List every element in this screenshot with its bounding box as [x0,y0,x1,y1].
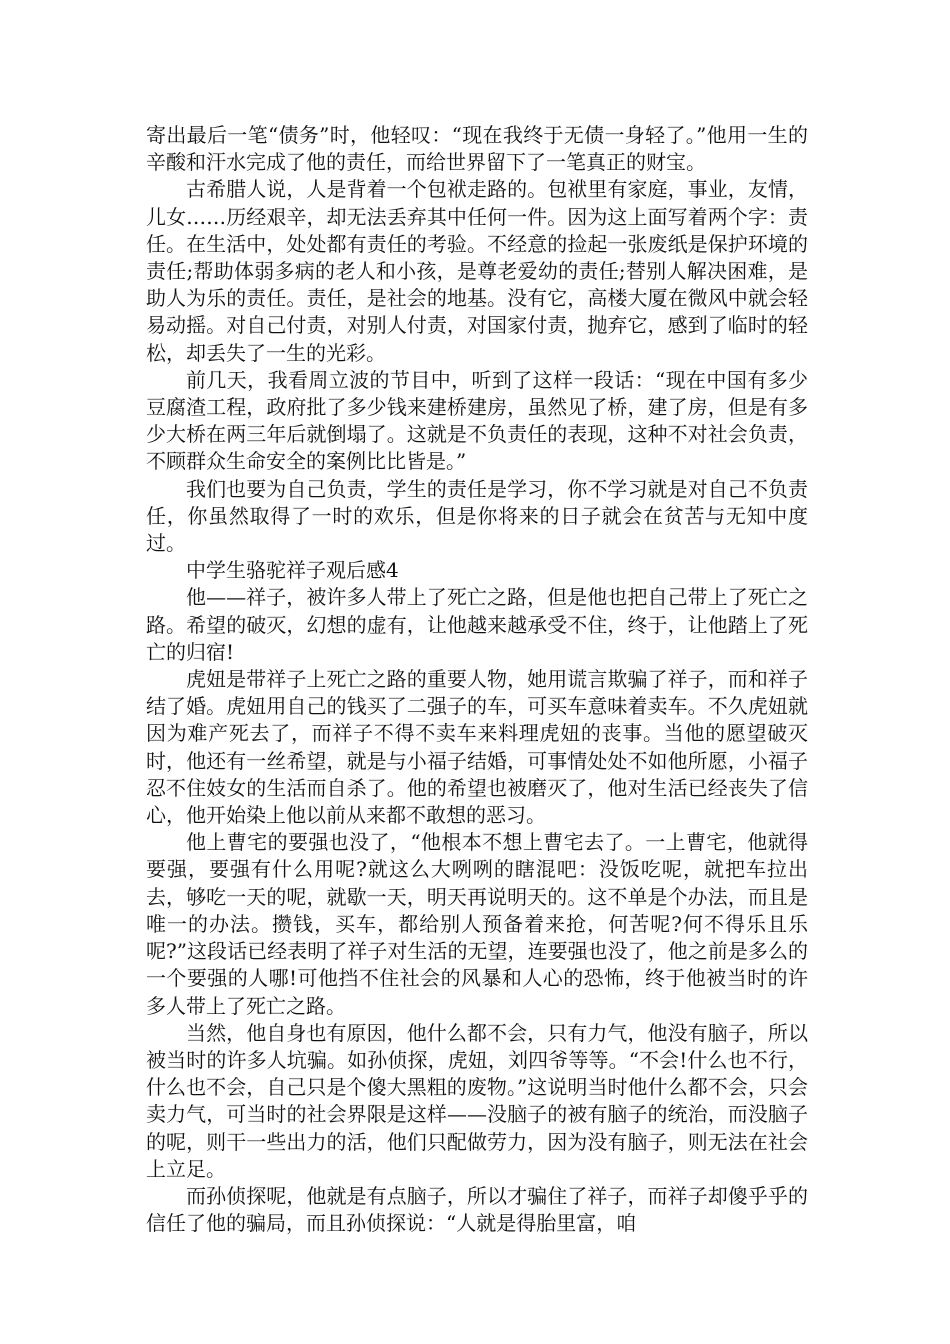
section-heading: 中学生骆驼祥子观后感4 [186,558,399,583]
paragraph: 寄出最后一笔“债务”时，他轻叹：“现在我终于无债一身轻了。”他用一生的辛酸和汗水完成了他的责任，而给世界留下了一笔真正的财宝。 [146,123,808,175]
paragraph: 古希腊人说，人是背着一个包袱走路的。包袱里有家庭，事业，友情，儿女……历经艰辛，却无法丢弃其中任何一件。因为这上面写着两个字：责任。在生活中，处处都有责任的考验。不经意的捡起一张废纸是保护环境的责任;帮助体弱多病的老人和小孩，是尊老爱幼的责任;替别人解决困难，是助人为乐的责任。责任，是社会的地基。没有它，高楼大厦在微风中就会轻易动摇。对自己付责，对别人付责，对国家付责，抛弃它，感到了临时的轻松，却丢失了一生的光彩。 [146,177,808,365]
document-page [146,122,808,1237]
paragraph: 而孙侦探呢，他就是有点脑子，所以才骗住了祥子，而祥子却傻乎乎的信任了他的骗局，而且孙侦探说：“人就是得胎里富，咱 [146,1183,808,1236]
paragraph: 我们也要为自己负责，学生的责任是学习，你不学习就是对自己不负责任，你虽然取得了一时的欢乐，但是你将来的日子就会在贫苦与无知中度过。 [146,476,808,556]
paragraph: 前几天，我看周立波的节目中，听到了这样一段话：“现在中国有多少豆腐渣工程，政府批了多少钱来建桥建房，虽然见了桥，建了房，但是有多少大桥在两三年后就倒塌了。这就是不负责任的表现，这种不对社会负责，不顾群众生命安全的案例比比皆是。” [146,367,808,474]
paragraph: 当然，他自身也有原因，他什么都不会，只有力气，他没有脑子，所以被当时的许多人坑骗。如孙侦探，虎妞，刘四爷等等。“不会!什么也不行，什么也不会，自己只是个傻大黑粗的废物。”这说明当时他什么都不会，只会卖力气，可当时的社会界限是这样——没脑子的被有脑子的统治，而没脑子的呢，则干一些出力的活，他们只配做劳力，因为没有脑子，则无法在社会上立足。 [146,1020,808,1181]
paragraph: 虎妞是带祥子上死亡之路的重要人物，她用谎言欺骗了祥子，而和祥子结了婚。虎妞用自己的钱买了二强子的车，可买车意味着卖车。不久虎妞就因为难产死去了，而祥子不得不卖车来料理虎妞的丧事。当他的愿望破灭时，他还有一丝希望，就是与小福子结婚，可事情处处不如他所愿，小福子忍不住妓女的生活而自杀了。他的希望也被磨灭了，他对生活已经丧失了信心，他开始染上他以前从来都不敢想的恶习。 [146,667,808,828]
paragraph: 他上曹宅的要强也没了，“他根本不想上曹宅去了。一上曹宅，他就得要强，要强有什么用呢?就这么大咧咧的瞎混吧：没饭吃呢，就把车拉出去，够吃一天的呢，就歇一天，明天再说明天的。这不单是个办法，而且是唯一的办法。攒钱，买车，都给别人预备着来抢，何苦呢?何不得乐且乐呢?”这段话已经表明了祥子对生活的无望，连要强也没了，他之前是多么的一个要强的人哪!可他挡不住社会的风暴和人心的恐怖，终于他被当时的许多人带上了死亡之路。 [146,830,808,1018]
paragraph: 他——祥子，被许多人带上了死亡之路，但是他也把自己带上了死亡之路。希望的破灭，幻想的虚有，让他越来越承受不住，终于，让他踏上了死亡的归宿! [146,585,808,664]
